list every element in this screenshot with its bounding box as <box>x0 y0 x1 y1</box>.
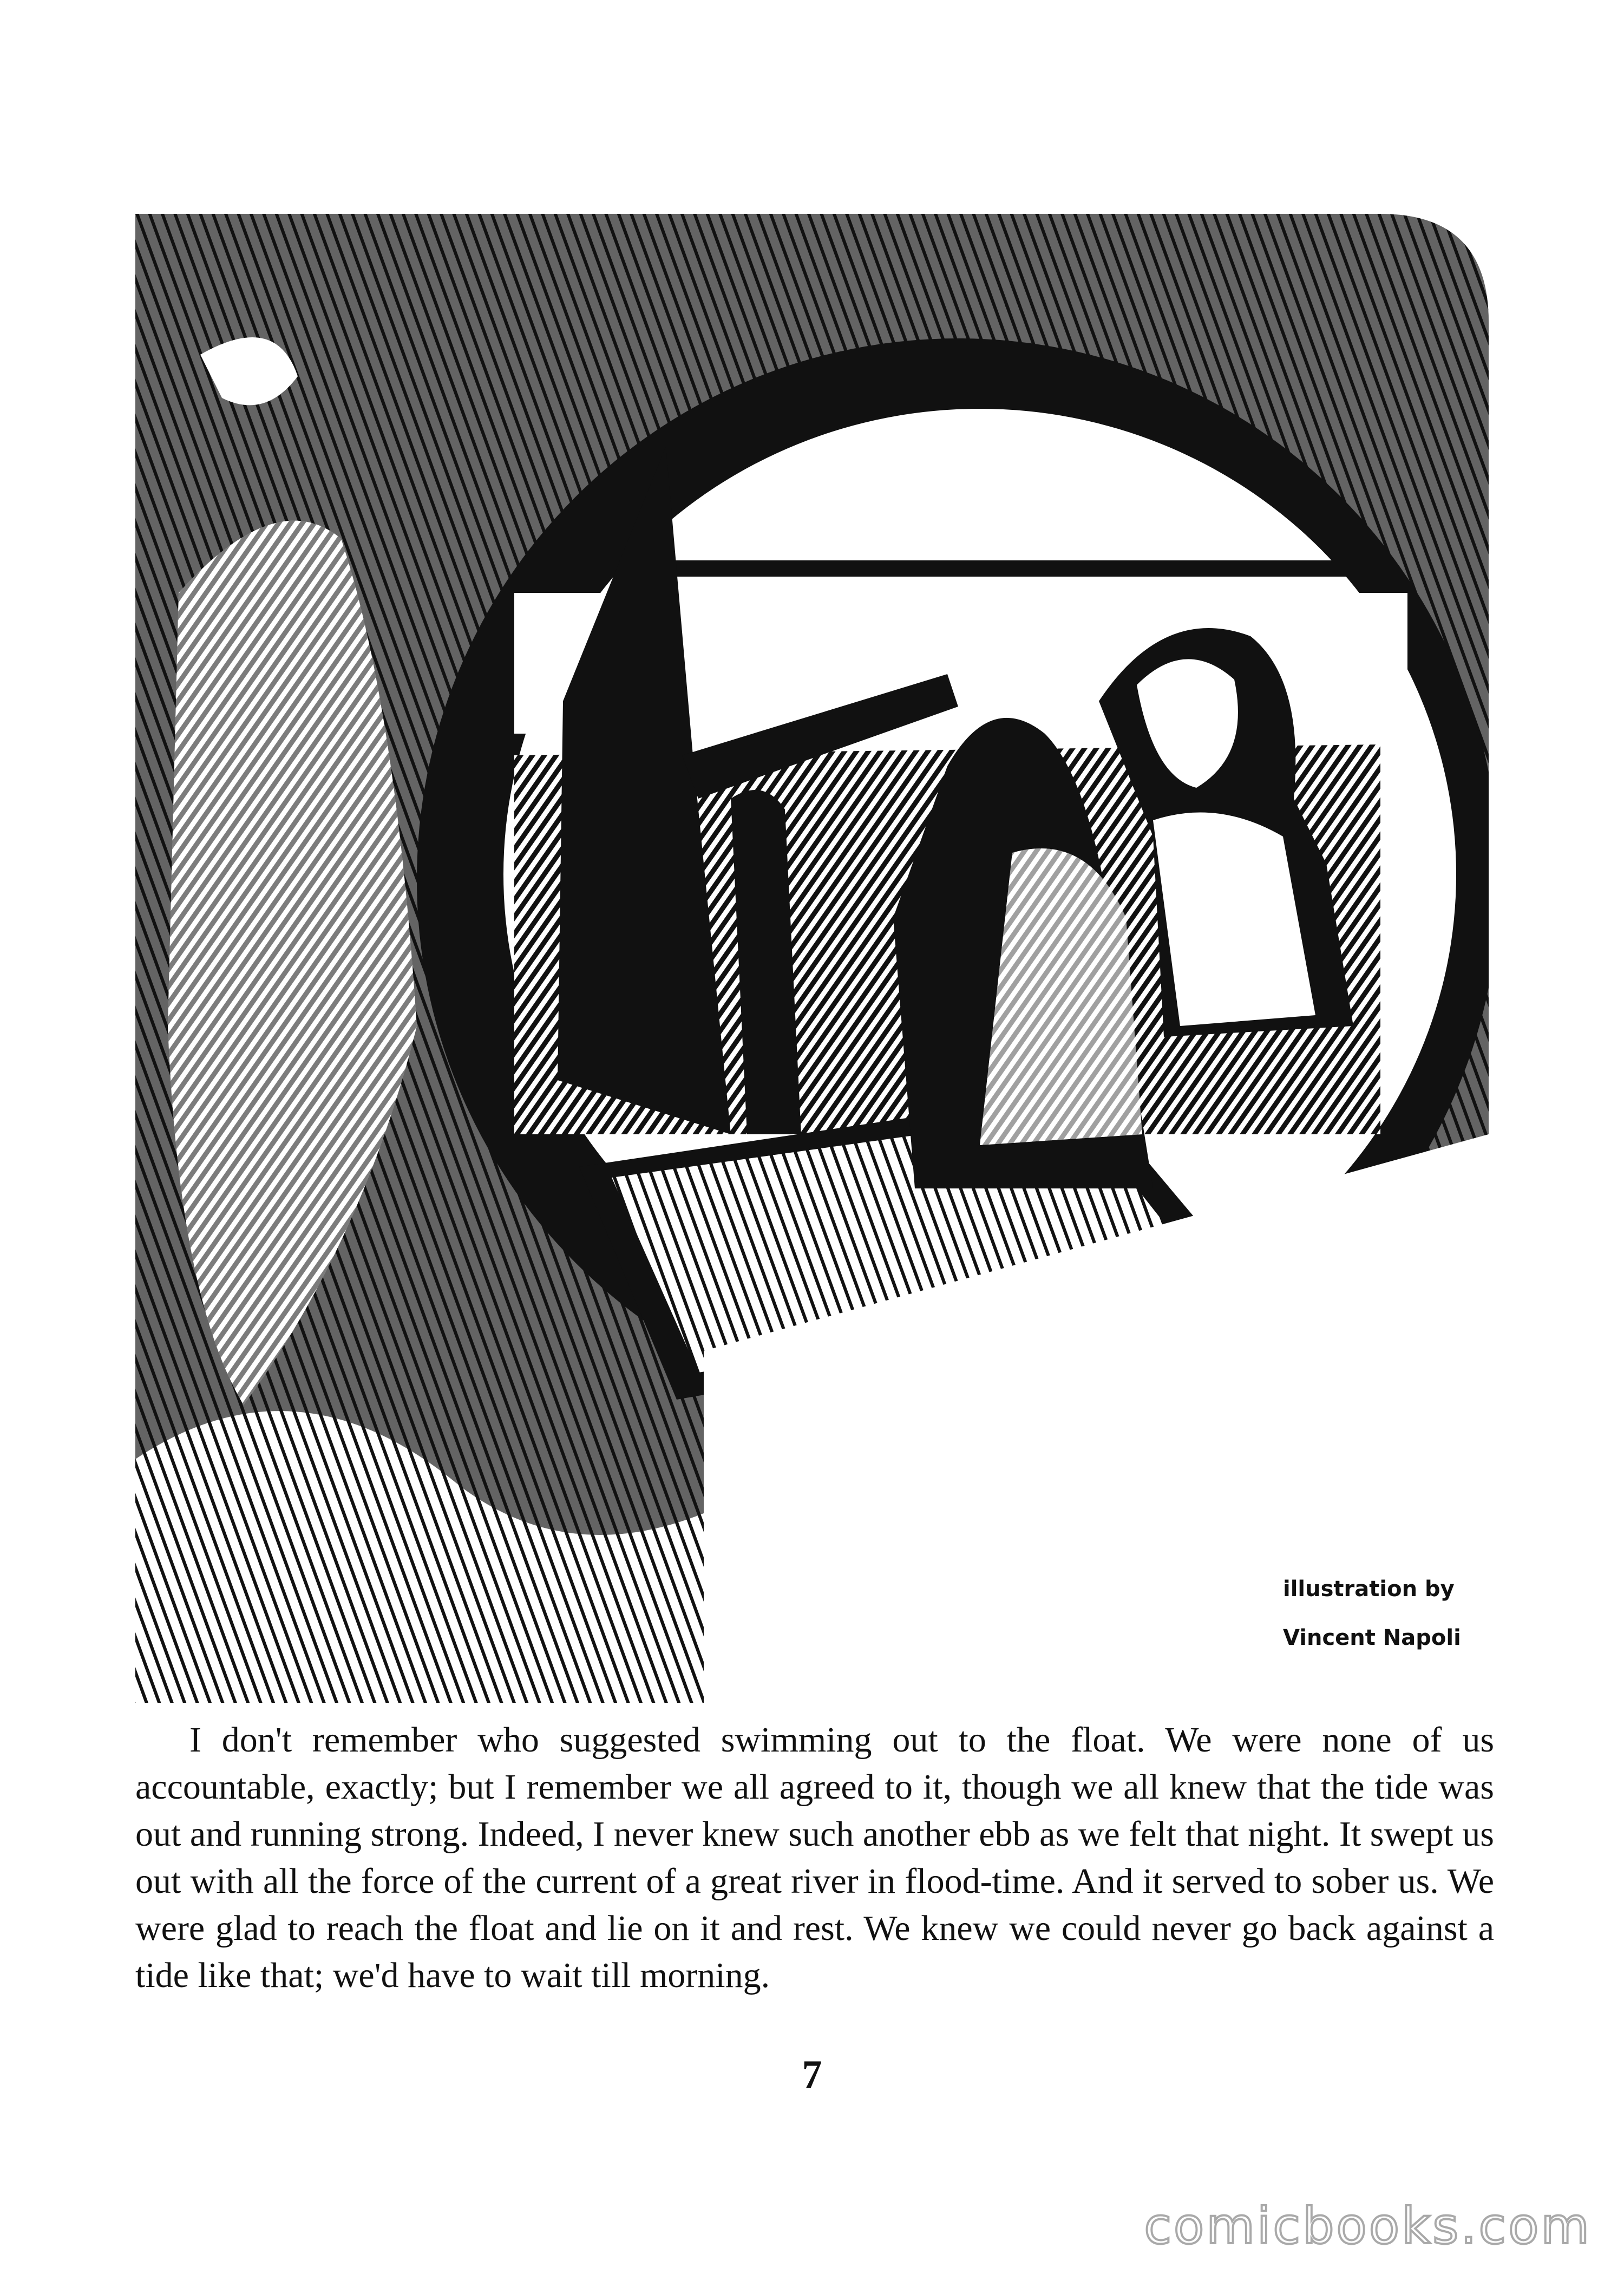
illustration-art <box>135 214 1489 1703</box>
credit-line-1: illustration by <box>1283 1577 1455 1602</box>
story-text <box>135 1716 1494 1999</box>
credit-line-2: Vincent Napoli <box>1283 1625 1461 1650</box>
watermark: comicbooks.com <box>1144 2197 1592 2255</box>
paragraph: I don't remember who suggested swimming out to the float. We were none of us accountable, exactly; but I remember we all agreed to it, though we all knew that the tide was out and running strong. Indeed, I never knew such another ebb as we felt that night. It swept us out with all the force of the current of a great river in flood-time. And it served to sober us. We were glad to reach the float and lie on it and rest. We knew we could never go back against a tide like that; we'd have to wait till morning. <box>135 1720 1494 1995</box>
illustration <box>135 214 1489 1703</box>
page-number: 7 <box>802 2053 822 2097</box>
illustration-credit <box>1283 1565 1510 1662</box>
